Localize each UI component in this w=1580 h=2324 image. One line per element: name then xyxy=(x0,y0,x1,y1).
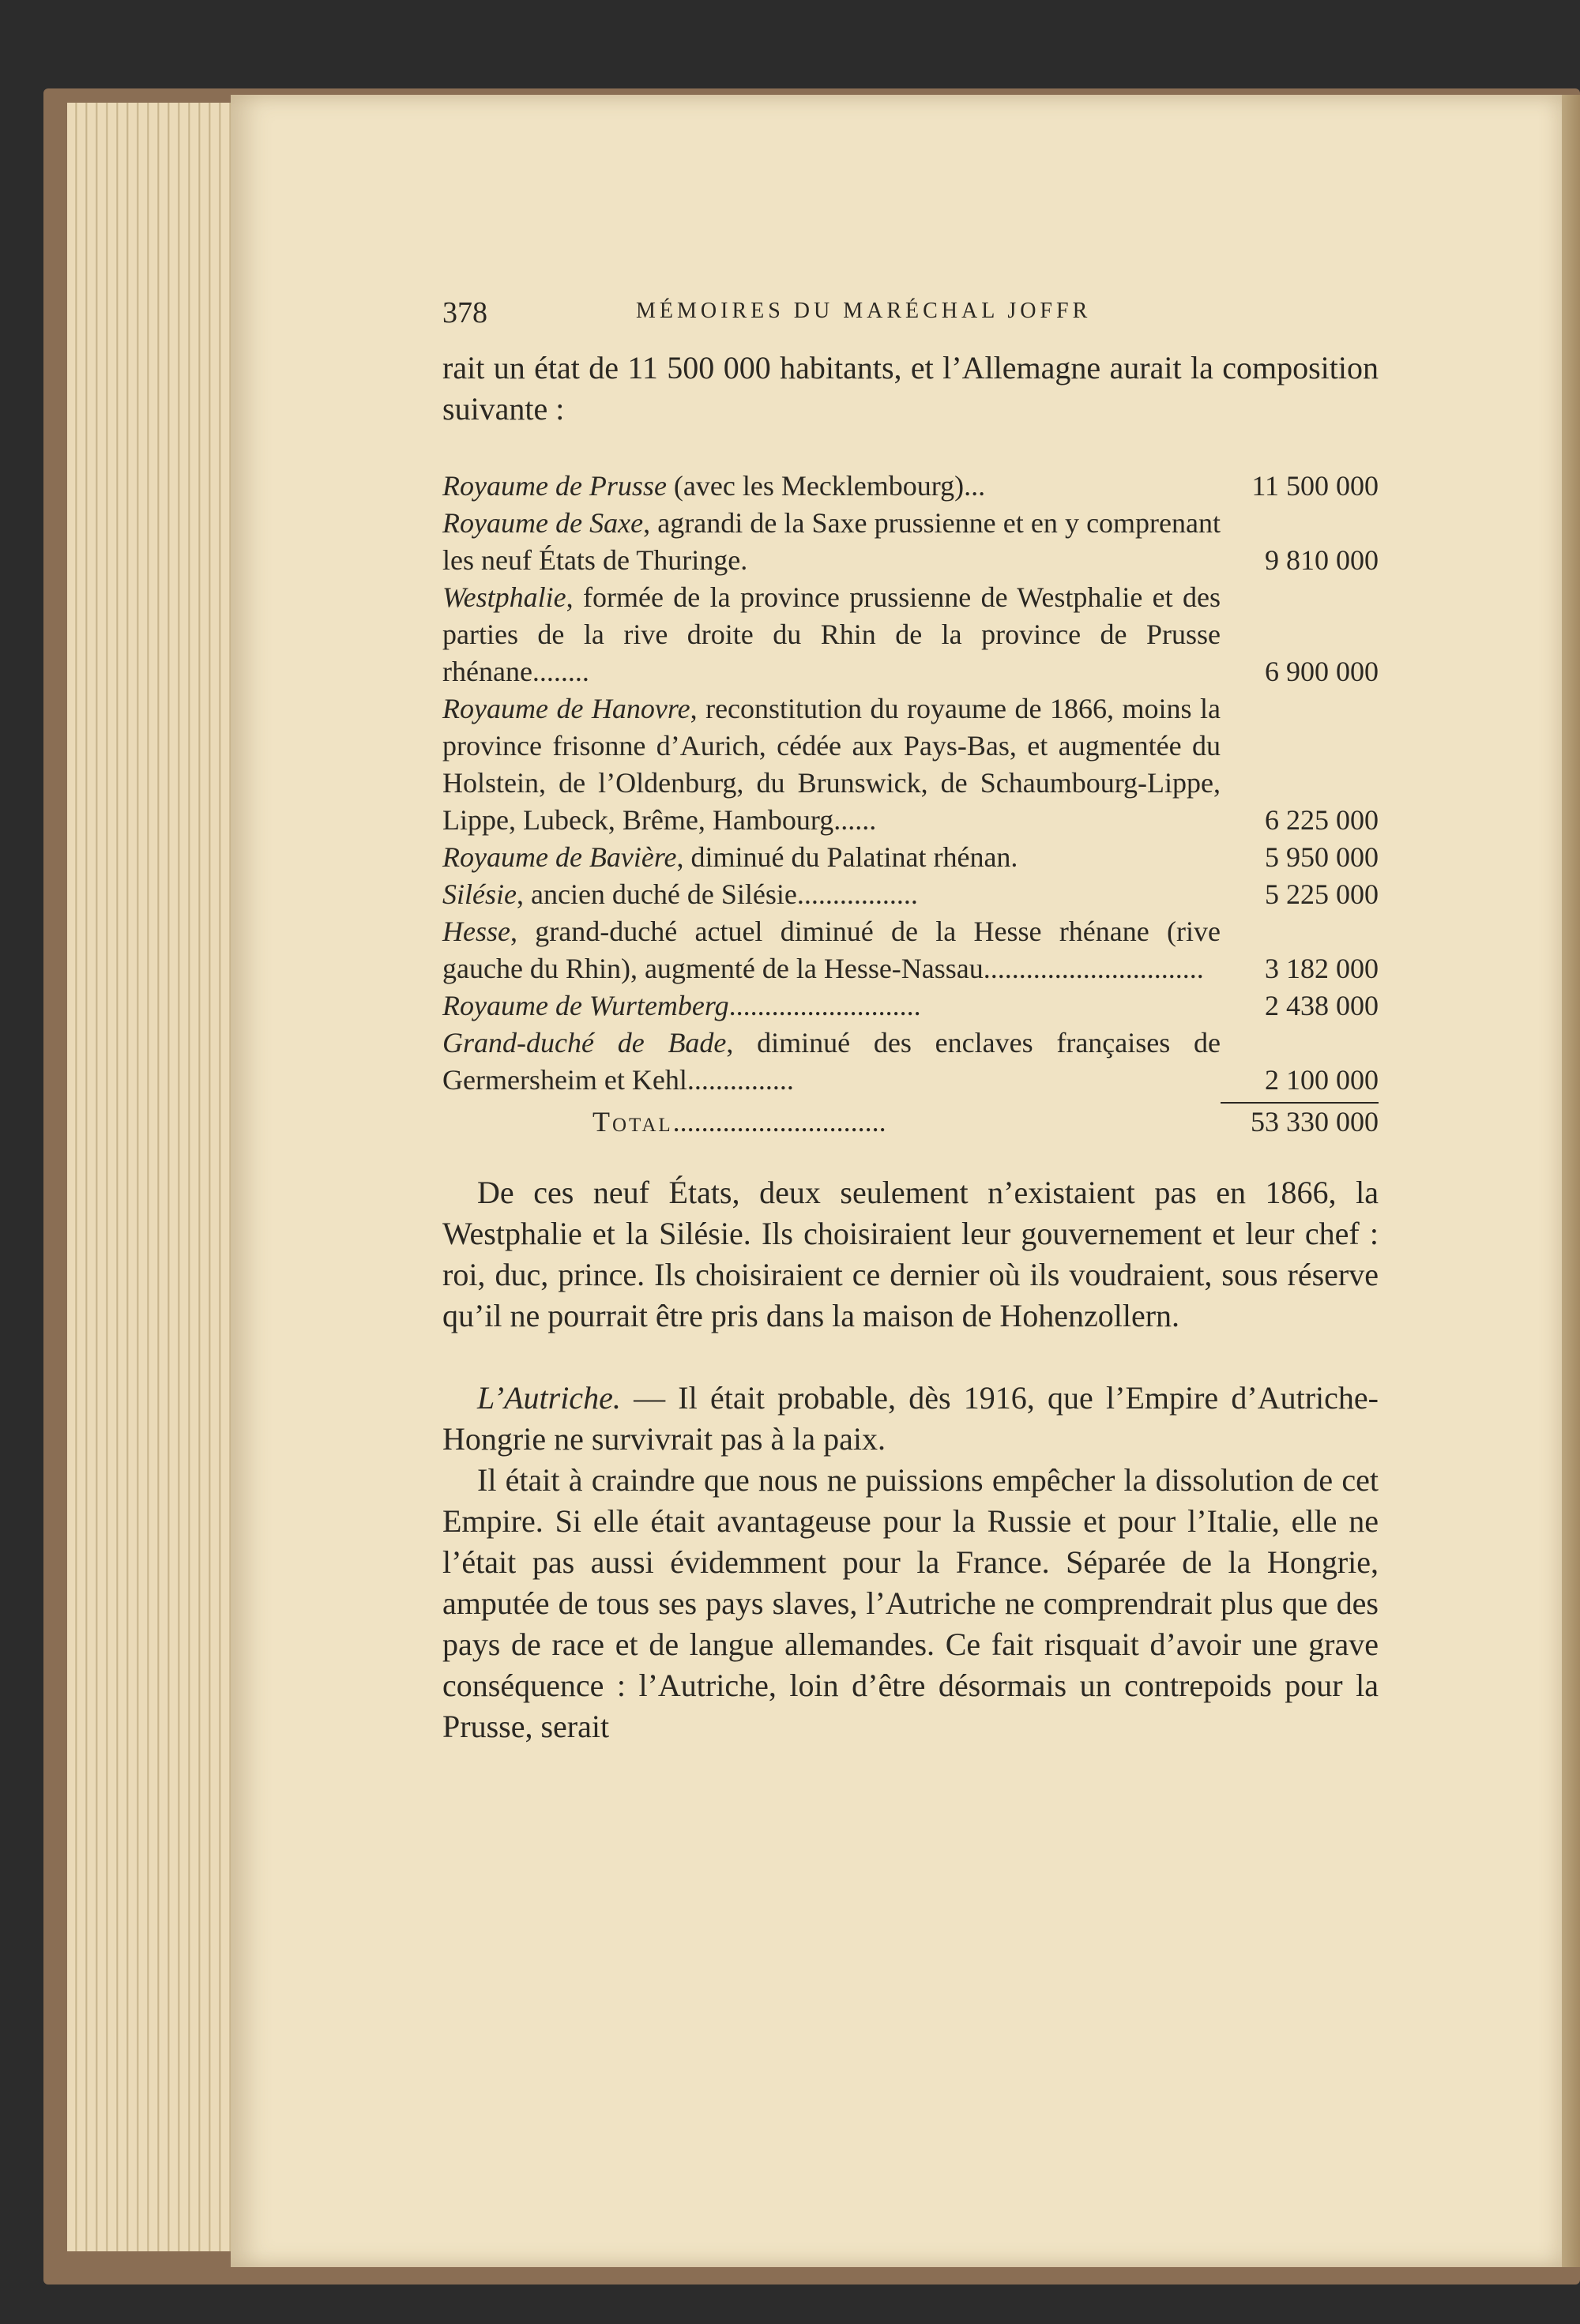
state-population: 5 950 000 xyxy=(1265,841,1379,873)
page-number: 378 xyxy=(442,296,487,329)
table-row xyxy=(442,913,1379,987)
state-name: Royaume de Saxe xyxy=(442,507,644,539)
table-row xyxy=(442,468,1379,505)
state-desc: , agrandi de la Saxe prussienne et en y comprenant les neuf États de Thuringe. xyxy=(442,507,1221,576)
state-desc: , formée de la province prussienne de Westphalie et des parties de la rive droite du Rhin de la province de Prusse rhénane........ xyxy=(442,581,1221,687)
state-desc: , ancien duché de Silésie................. xyxy=(516,878,918,910)
page-header xyxy=(442,284,1379,340)
table-row xyxy=(442,839,1379,876)
state-population: 5 225 000 xyxy=(1265,878,1379,910)
table-row xyxy=(442,505,1379,579)
state-name: Hesse xyxy=(442,916,510,947)
total-row xyxy=(442,1102,1379,1141)
page-edges xyxy=(67,103,250,2251)
total-label: Total xyxy=(592,1106,673,1138)
intro-paragraph: rait un état de 11 500 000 habitants, et l’Allemagne aurait la composition suivante : xyxy=(442,350,1379,427)
state-population: 11 500 000 xyxy=(1251,470,1379,502)
state-desc: , diminué du Palatinat rhénan. xyxy=(676,841,1018,873)
state-name: Royaume de Hanovre xyxy=(442,693,690,724)
table-row xyxy=(442,1025,1379,1099)
total-population: 53 330 000 xyxy=(1221,1102,1379,1141)
state-name: Royaume de Wurtemberg xyxy=(442,990,729,1021)
state-name: Westphalie xyxy=(442,581,566,613)
states-table xyxy=(442,468,1379,1141)
state-desc: ........................... xyxy=(728,990,921,1021)
table-row xyxy=(442,690,1379,839)
state-name: Silésie xyxy=(442,878,517,910)
table-row xyxy=(442,987,1379,1025)
paragraph-autriche xyxy=(442,1378,1379,1460)
section-text: — Il était probable, dès 1916, que l’Empire d’Autriche-Hongrie ne survivrait pas à la paix. xyxy=(442,1380,1379,1457)
table-row xyxy=(442,876,1379,913)
state-desc: , diminué des enclaves françaises de Germersheim et Kehl............... xyxy=(442,1027,1221,1096)
section-lead: L’Autriche. xyxy=(477,1380,621,1416)
total-dots: .............................. xyxy=(672,1106,886,1138)
state-desc: , reconstitution du royaume de 1866, moins la province frisonne d’Aurich, cédée aux Pays-Bas, et augmentée du Holstein, de l’Oldenburg, du Brunswick, de Schaumbourg-Lippe, Lippe, Lubeck, Brême, Hambourg...... xyxy=(442,693,1221,836)
state-population: 2 438 000 xyxy=(1265,990,1379,1021)
paragraph-states: De ces neuf États, deux seulement n’existaient pas en 1866, la Westphalie et la Silésie. Ils choisiraient leur gouvernement et leur chef : roi, duc, prince. Ils choisiraient ce dernier où ils voudraient, sous réserve qu’il ne pourrait être pris dans la maison de Hohenzollern. xyxy=(442,1175,1379,1333)
state-name: Grand-duché de Bade xyxy=(442,1027,727,1059)
state-population: 2 100 000 xyxy=(1265,1064,1379,1096)
table-row xyxy=(442,579,1379,690)
paragraph-dissolution: Il était à craindre que nous ne puissions empêcher la dissolution de cet Empire. Si elle était avantageuse pour la Russie et pour l’Italie, elle ne l’était pas aussi évidemment pour la France. Séparée de la Hongrie, amputée de tous ses pays slaves, l’Autriche ne comprendrait plus que des pays de race et de langue allemandes. Ce fait risquait d’avoir une grave conséquence : l’Autriche, loin d’être désormais un contrepoids pour la Prusse, serait xyxy=(442,1462,1379,1744)
running-title: MÉMOIRES DU MARÉCHAL JOFFR xyxy=(636,299,1092,323)
state-population: 3 182 000 xyxy=(1265,953,1379,984)
state-name: Royaume de Bavière xyxy=(442,841,677,873)
state-population: 6 900 000 xyxy=(1265,656,1379,687)
state-population: 9 810 000 xyxy=(1265,544,1379,576)
state-desc: (avec les Mecklembourg)... xyxy=(666,470,986,502)
state-desc: , grand-duché actuel diminué de la Hesse rhénane (rive gauche du Rhin), augmenté de la Hesse-Nassau............................... xyxy=(442,916,1221,984)
state-population: 6 225 000 xyxy=(1265,804,1379,836)
state-name: Royaume de Prusse xyxy=(442,470,667,502)
page-content xyxy=(442,284,1379,1747)
